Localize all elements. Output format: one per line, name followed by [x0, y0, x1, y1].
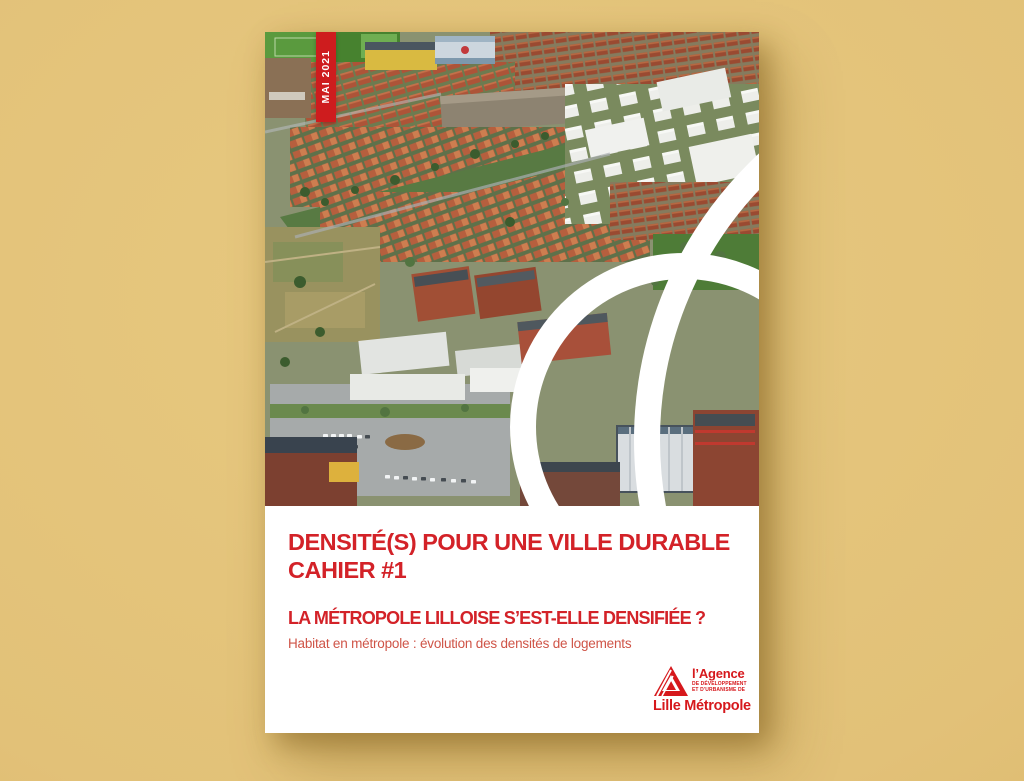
cover-title-line2: CAHIER #1	[288, 557, 407, 583]
aerial-photo-illustration	[265, 32, 759, 506]
cover-title	[288, 528, 730, 584]
logo-org-label: Lille Métropole	[653, 698, 751, 714]
logo-descriptor-line1: DE DÉVELOPPEMENT	[692, 680, 747, 687]
report-cover	[265, 32, 759, 733]
cover-title-line1: DENSITÉ(S) POUR UNE VILLE DURABLE	[288, 529, 730, 555]
agency-triangle-logo-icon	[653, 665, 689, 697]
date-tab	[316, 32, 336, 122]
date-tab-label: MAI 2021	[320, 50, 332, 104]
logo-descriptor-line2: ET D’URBANISME DE	[692, 686, 746, 693]
cover-tagline: Habitat en métropole : évolution des densités de logements	[288, 636, 632, 651]
aerial-photo	[265, 32, 759, 506]
cover-subtitle: LA MÉTROPOLE LILLOISE S’EST-ELLE DENSIFIÉE ?	[288, 608, 706, 628]
adulm-logo	[653, 665, 763, 714]
logo-agency-label: l’Agence	[692, 666, 745, 681]
